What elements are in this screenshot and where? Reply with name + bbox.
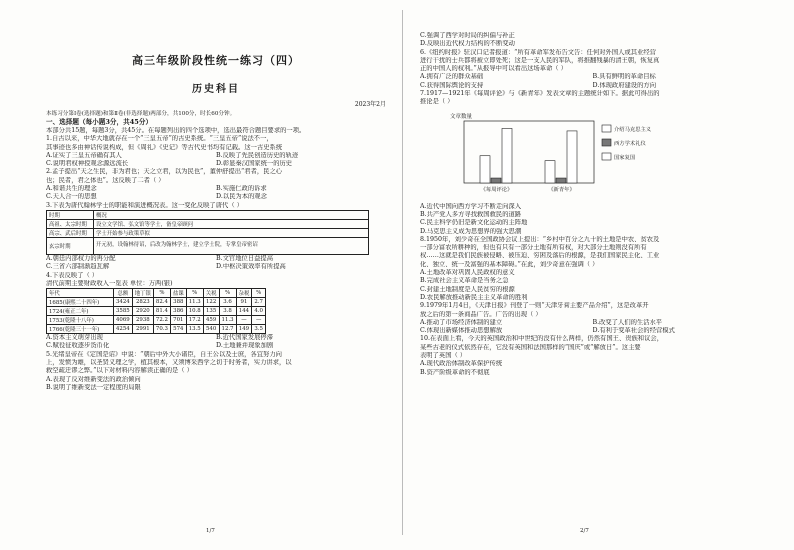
q7-option-d: D.马克思主义成为思想界的强大思潮 xyxy=(420,227,522,235)
page-number: 1/7 xyxy=(206,528,215,534)
table-cell: 17.2 xyxy=(186,316,203,325)
bar-0-2 xyxy=(502,128,512,183)
table-cell: 149 xyxy=(236,325,252,334)
bar-0-1 xyxy=(491,178,501,183)
table-cell: 学士开始参与政策草拟 xyxy=(94,228,369,237)
table-header: 地丁银 xyxy=(132,289,153,298)
exam-subject: 历史科目 xyxy=(192,84,240,95)
exam-title: 高三年级阶段性统一练习（四） xyxy=(132,54,300,67)
q2-option-a: A.和谐共生的理念 xyxy=(46,185,97,193)
table-header: 总额 xyxy=(114,289,133,298)
table-cell: 2938 xyxy=(132,316,153,325)
q1-text: 1.自古以来，中华大地就存在一个“三皇五帝”的古史系统。“三皇五帝”说法不一， xyxy=(46,135,273,143)
table-header: % xyxy=(219,289,236,298)
q1-option-b: B.反映了先民创造历史的轨迹 xyxy=(216,151,299,159)
question-8 xyxy=(420,236,765,302)
section-heading: 一、选择题（每小题3分，共45分） xyxy=(46,118,153,126)
q9-option-a: A.推动了市场经济体制的建立 xyxy=(420,318,503,326)
q9-option-d: D.有利于变革社会的经营模式 xyxy=(592,327,675,335)
table-cell: 386 xyxy=(170,307,186,316)
q9-option-c: C.体现出新媒体推动思想解放 xyxy=(420,327,503,335)
table-cell: 70.3 xyxy=(153,325,170,334)
table-cell: 1685(康熙二十四年) xyxy=(47,298,114,307)
table-cell: 3424 xyxy=(114,298,133,307)
table-cell: 135 xyxy=(203,307,219,316)
q5-text: 上，发愤为雄，以圣贤义理之学，植其根本，又须博采西学之切于时务者，实力讲求，以 xyxy=(46,359,292,367)
q7-option-a: A.近代中国向西方学习不断走向深入 xyxy=(420,202,522,210)
bar-0-0 xyxy=(480,155,490,182)
table-cell: 72.2 xyxy=(153,316,170,325)
bar-1-1 xyxy=(556,178,566,183)
question-6 xyxy=(420,49,765,90)
table-cell: 设立文学馆、弘文馆等学士，备皇帝顾问 xyxy=(94,219,369,228)
question-1 xyxy=(46,135,386,168)
legend-label: 国家复国 xyxy=(614,154,636,161)
question-2 xyxy=(46,168,386,201)
table-header: 盐课 xyxy=(170,289,186,298)
legend-label: 西方学术礼仪 xyxy=(614,140,646,147)
table-cell: 4254 xyxy=(114,325,133,334)
q7-text: 7.1917—1921年《每周评论》与《新青年》发表文章的主题统计如下。据此可得出的 xyxy=(420,90,660,98)
table-cell: 2991 xyxy=(132,325,153,334)
table-cell: 高宗、武后时期 xyxy=(47,228,94,237)
table-cell: 1753(乾隆十八年) xyxy=(47,316,114,325)
q3-option-b: B.文官地位日益提高 xyxy=(216,254,274,262)
q7-option-c: C.民主科学仍旧是新文化运动的主阵地 xyxy=(420,219,528,227)
table-cell: 玄宗时期 xyxy=(47,237,94,254)
q6-text: 正的中国人的权利。”从报导中可以看出这场革命（ ） xyxy=(420,65,567,73)
q5-option-b: B.说明了维新变法一定程度的局限 xyxy=(46,383,141,391)
table-header: 概况 xyxy=(94,210,369,219)
table-cell: 2823 xyxy=(132,298,153,307)
table-cell: 540 xyxy=(203,325,219,334)
table-header: 关税 xyxy=(203,289,219,298)
q4-table xyxy=(46,288,266,334)
table-cell: 82.4 xyxy=(153,298,170,307)
q10-text: 10.在表面上看，今天的英国政治和中世纪的没有什么两样，仍然有国王、贵族和议会， xyxy=(420,335,663,343)
right-page xyxy=(420,8,765,538)
table-cell: 144 xyxy=(236,307,252,316)
x-tick-label: 《新青年》 xyxy=(548,186,575,193)
q2-text: 也；民者，君之体也”。这反映了二者（ ） xyxy=(46,176,165,184)
chart-svg xyxy=(440,109,690,201)
q6-text: 进行干扰的士兵都将被立即处死；这是一支人民的军队，将推翻残暴的清王朝，恢复真 xyxy=(420,56,660,64)
q7-text: 推论是（ ） xyxy=(420,98,454,106)
table-row xyxy=(47,210,369,219)
q6-text: 6.《纽约时报》驻汉口记者报道：“所有革命军发布告文告：任何对外国人或其业经营 xyxy=(420,48,656,56)
table-row xyxy=(47,228,369,237)
q4-option-d: D.土地兼并现象加剧 xyxy=(216,342,274,350)
table-header: 年代 xyxy=(47,289,114,298)
left-page xyxy=(46,8,386,538)
q3-option-d: D.中枢决策效率有所提高 xyxy=(216,263,286,271)
table-header: 时期 xyxy=(47,210,94,219)
q1-option-c: C.说明君权神授观念源远流长 xyxy=(46,160,129,168)
table-cell: 122 xyxy=(203,298,219,307)
table-row xyxy=(47,325,266,334)
table-cell: 3.5 xyxy=(252,325,266,334)
table-cell: 2920 xyxy=(132,307,153,316)
q1-option-d: D.彰显秦汉国家统一的历史 xyxy=(216,160,293,168)
table-row xyxy=(47,316,266,325)
q8-option-d: D.农民解放推动新民主主义革命的胜利 xyxy=(420,293,528,301)
table-cell: 2.7 xyxy=(252,298,266,307)
page-number: 2/7 xyxy=(580,528,589,534)
table-cell: 11.3 xyxy=(186,298,203,307)
table-cell: 574 xyxy=(170,325,186,334)
table-cell: 4069 xyxy=(114,316,133,325)
table-cell: 4.0 xyxy=(252,307,266,316)
q6-option-c: C.获得国际舆论的支持 xyxy=(420,81,484,89)
table-row xyxy=(47,298,266,307)
q8-option-b: B.完成社会主义革命是当务之急 xyxy=(420,277,509,285)
table-cell: 91 xyxy=(236,298,252,307)
q5-option-d: D.反映出近代权力结构的不断变动 xyxy=(420,40,515,48)
q8-option-c: C.封建土地制度是人民贫穷的根源 xyxy=(420,285,515,293)
question-7 xyxy=(420,90,765,236)
table-cell: 12.7 xyxy=(219,325,236,334)
question-10 xyxy=(420,335,765,376)
chart-title: 文章数量 xyxy=(450,113,473,120)
q2-option-c: C.天人合一的思想 xyxy=(46,193,97,201)
table-cell: 3.8 xyxy=(219,307,236,316)
q9-option-b: B.改变了人们的生活水平 xyxy=(592,318,663,326)
table-cell: 10.8 xyxy=(186,307,203,316)
q10-text: 某些古老的仪式依然存在，它没有英国和法国那样的“国庆”或“解放日”。这主要 xyxy=(420,343,641,351)
bar-1-2 xyxy=(567,131,577,183)
q6-option-b: B.具有鲜明的革命目标 xyxy=(592,73,656,81)
table-cell: 459 xyxy=(203,316,219,325)
q3-option-c: C.三省六部制渐趋瓦解 xyxy=(46,263,110,271)
q4-option-b: B.近代国家发展停滞 xyxy=(216,334,274,342)
legend-swatch xyxy=(602,153,611,160)
table-row xyxy=(47,219,369,228)
instruction: 本部分共15题，每题3分，共45分。在每题列出的四个选项中，选出最符合题目要求的一项。 xyxy=(46,127,306,134)
q10-option-b: B.资产阶级革命的不彻底 xyxy=(420,368,490,376)
table-cell: 11.3 xyxy=(219,316,236,325)
q8-option-a: A.土地改革对巩固人民政权的意义 xyxy=(420,269,515,277)
q1-text: 其事迹也多由神话传说构成，但《周礼》《史记》等古代史书均有记载。这一古史系统 xyxy=(46,143,283,151)
q10-text: 表明了英国（ ） xyxy=(420,352,467,360)
q5-text: 救空疏迂谬之弊。”以下对材料内容解读正确的是（ ） xyxy=(46,367,193,375)
q3-table xyxy=(46,210,369,255)
q5-option-a: A.表现了反对维新变法的政治倾向 xyxy=(46,375,141,383)
q5-text: 5.光绪皇帝在《定国是诏》中说：“朝后中外大小诸臣，自王公以及士庶，各宜努力向 xyxy=(46,350,282,358)
x-tick-label: 《每周评论》 xyxy=(480,186,513,193)
question-9 xyxy=(420,302,765,335)
table-header: % xyxy=(186,289,203,298)
table-cell: 1766(乾隆三十一年) xyxy=(47,325,114,334)
q4-option-a: A.资本主义萌芽出现 xyxy=(46,334,103,342)
column-divider xyxy=(402,10,403,535)
question-5 xyxy=(46,351,386,392)
q2-option-d: D.以民为本的观念 xyxy=(216,193,267,201)
question-3 xyxy=(46,202,386,272)
q7-option-b: B.共产党人多方寻找救国救民的道路 xyxy=(420,210,522,218)
legend-label: 介绍马克思主义 xyxy=(614,126,652,133)
table-row xyxy=(47,289,266,298)
q8-text: 化、独立、统一及富强的基本障碍。”在此，刘少奇意在强调（ ） xyxy=(420,260,599,268)
q4-table-caption: 清代前期主要财政收入一览表 单位：万两(银) xyxy=(46,279,173,287)
legend-swatch xyxy=(602,125,611,132)
q8-text: 8.1950年，刘少奇在全国政协会议上提出：“乡村中百分之九十的土地是中农、贫农及 xyxy=(420,235,660,243)
q5-option-c: C.强调了西学对时局的纠偏与补正 xyxy=(420,32,515,39)
legend-swatch xyxy=(602,139,611,146)
exam-date: 2023年2月 xyxy=(354,101,386,108)
table-cell: 开元初，设翰林待诏，后改为翰林学士，建立学士院，专掌皇帝密诏 xyxy=(94,237,369,254)
table-cell: 81.4 xyxy=(153,307,170,316)
table-header: % xyxy=(252,289,266,298)
table-cell: 高祖、太宗时期 xyxy=(47,219,94,228)
table-cell: 1724(雍正二年) xyxy=(47,307,114,316)
bar-1-0 xyxy=(545,160,555,182)
table-cell: 3585 xyxy=(114,307,133,316)
table-row xyxy=(47,237,369,254)
q4-option-c: C.赋役征收逐步货币化 xyxy=(46,342,110,350)
table-header: 杂税 xyxy=(236,289,252,298)
table-cell: 701 xyxy=(170,316,186,325)
table-cell: 13.5 xyxy=(186,325,203,334)
q10-option-a: A.现代政治体制改革保护传统 xyxy=(420,360,503,368)
q8-text: 一部分富农所耕种的，但也有只有一部分土地有所有权，对大部分土地则没有所有 xyxy=(420,244,647,252)
q2-text: 2.孟子提出“天之生民，非为君也；天之立君，以为民也”，董仲舒提出“君者，民之心 xyxy=(46,168,283,176)
table-cell: — xyxy=(252,316,266,325)
exam-note: 本练习分第Ⅰ卷(选择题)和第Ⅱ卷(非选择题)两部分，共100分，时长60分钟。 xyxy=(46,111,236,117)
q9-text: 放之后的第一条商品广告。广告的出现（ ） xyxy=(420,310,542,318)
q3-text: 3.下表为唐代翰林学士的职能和演进概况表。这一变化反映了唐代（ ） xyxy=(46,201,243,209)
article-chart xyxy=(440,109,690,201)
q6-option-d: D.体现政府建设的方向 xyxy=(592,81,656,89)
table-cell: — xyxy=(236,316,252,325)
question-4 xyxy=(46,272,386,351)
table-row xyxy=(47,307,266,316)
q6-option-a: A.拥有广泛的群众基础 xyxy=(420,73,484,81)
q8-text: 权……这就是我们民族被侵略、被压迫、穷困及落后的根源，是我们国家民主化、工业 xyxy=(420,252,660,260)
table-cell: 3.6 xyxy=(219,298,236,307)
table-header: % xyxy=(153,289,170,298)
q1-option-a: A.证实了三皇五帝确有其人 xyxy=(46,151,122,159)
q4-text: 4.下表反映了（ ） xyxy=(46,271,99,279)
q3-option-a: A.朝廷内部权力的再分配 xyxy=(46,254,116,262)
table-cell: 388 xyxy=(170,298,186,307)
q9-text: 9.1979年1月4日，《天津日报》刊登了一则“天津牙膏主要产品介绍”，这是改革开 xyxy=(420,302,649,310)
q2-option-b: B.实施仁政的诉求 xyxy=(216,185,267,193)
